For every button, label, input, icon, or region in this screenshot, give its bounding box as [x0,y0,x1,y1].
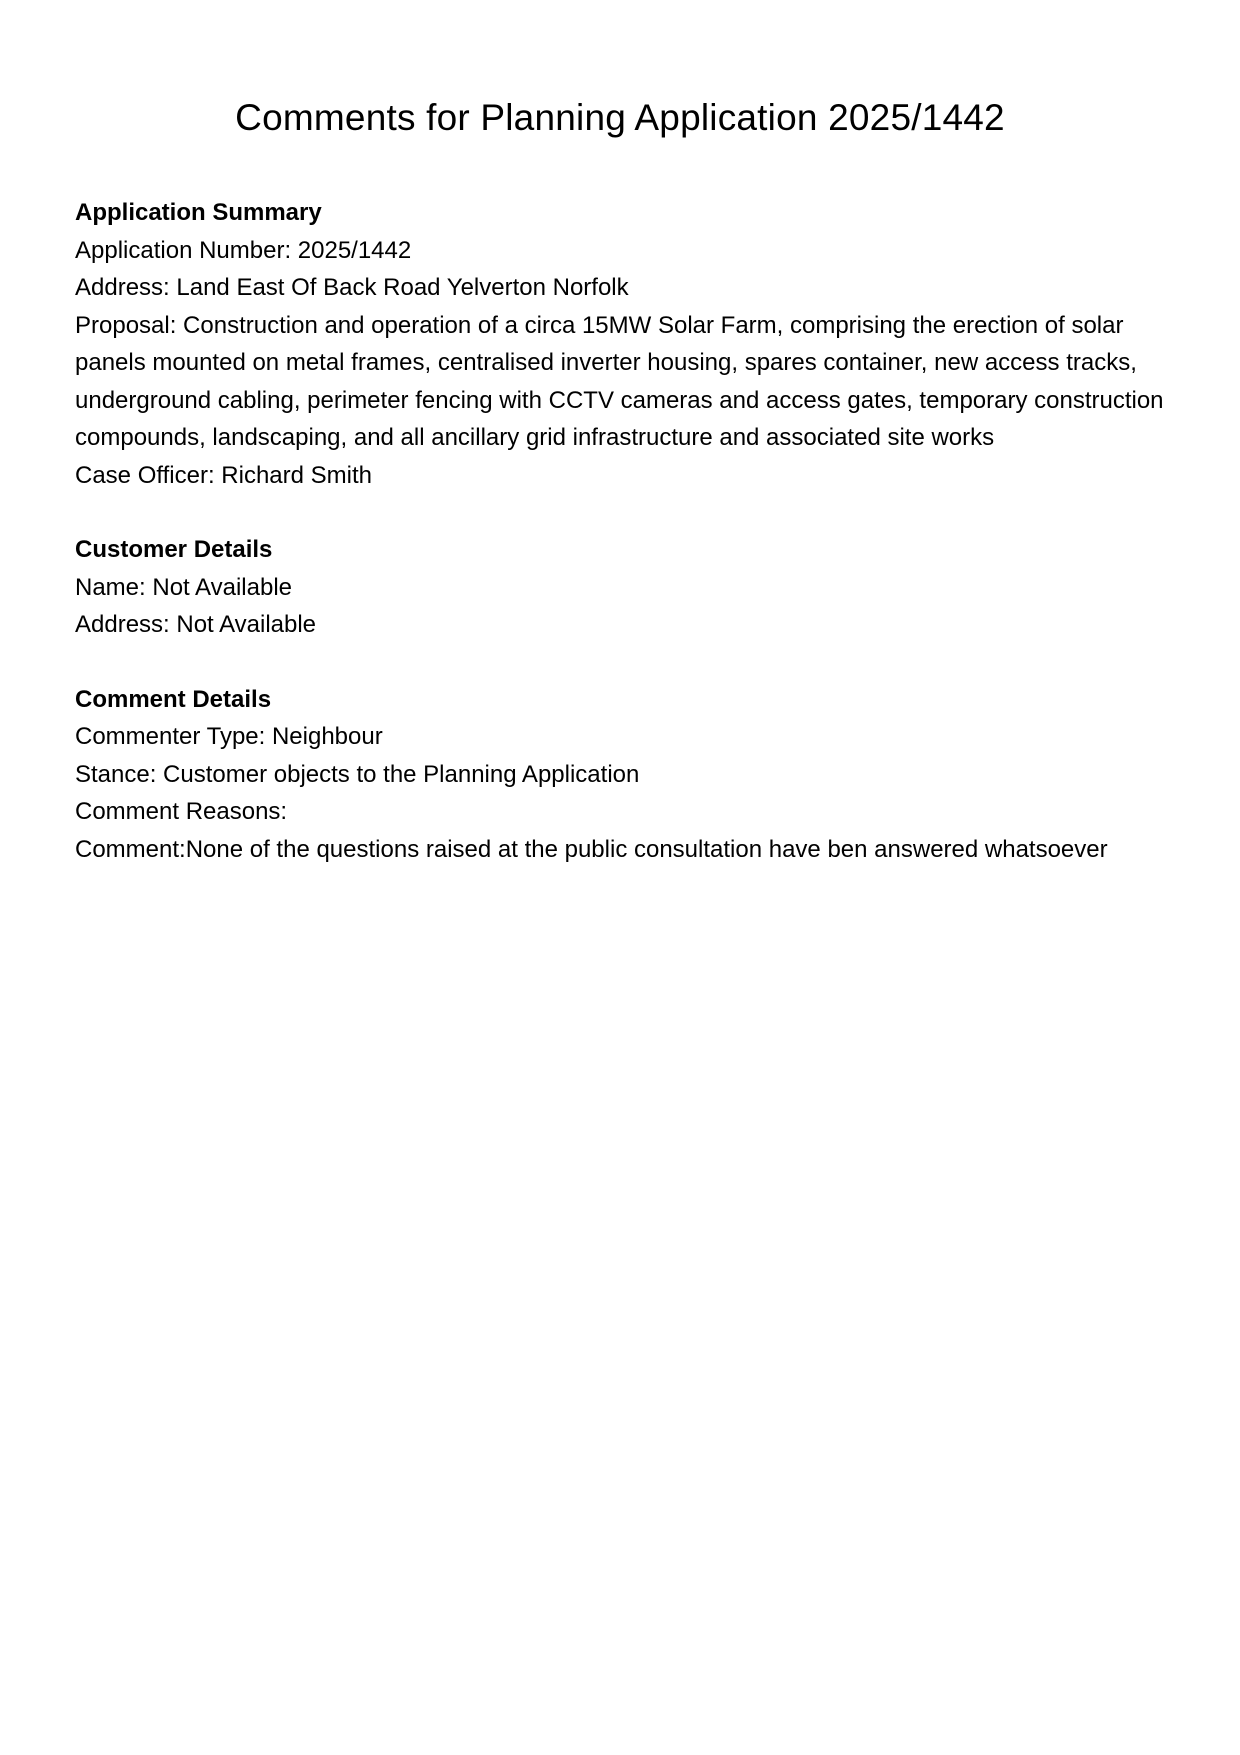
comment-stance: Stance: Customer objects to the Planning Application [75,760,640,788]
page-title: Comments for Planning Application 2025/1442 [235,97,1005,138]
application-proposal: Proposal: Construction and operation of a circa 15MW Solar Farm, comprising the erection of solar panels mounted on metal frames, centralised inverter housing, spares container, new access tracks, underground cabling, perimeter fencing with CCTV cameras and access gates, temporary construction compounds, landscaping, and all ancillary grid infrastructure and associated site works [75,311,1164,451]
comment-text: Comment:None of the questions raised at the public consultation have ben answered whatsoever [75,835,1108,863]
application-address: Address: Land East Of Back Road Yelverton Norfolk [75,274,629,301]
application-summary-section [75,194,1165,494]
customer-details-section [75,531,1165,644]
comment-details-heading: Comment Details [75,685,272,713]
customer-address: Address: Not Available [75,611,317,638]
commenter-type: Commenter Type: Neighbour [75,723,383,750]
comment-details-section [75,681,1165,869]
application-number: Application Number: 2025/1442 [75,236,412,264]
customer-details-heading: Customer Details [75,536,273,563]
application-summary-heading: Application Summary [75,199,322,226]
customer-name: Name: Not Available [75,573,293,601]
case-officer: Case Officer: Richard Smith [75,461,372,489]
comment-reasons: Comment Reasons: [75,798,288,825]
